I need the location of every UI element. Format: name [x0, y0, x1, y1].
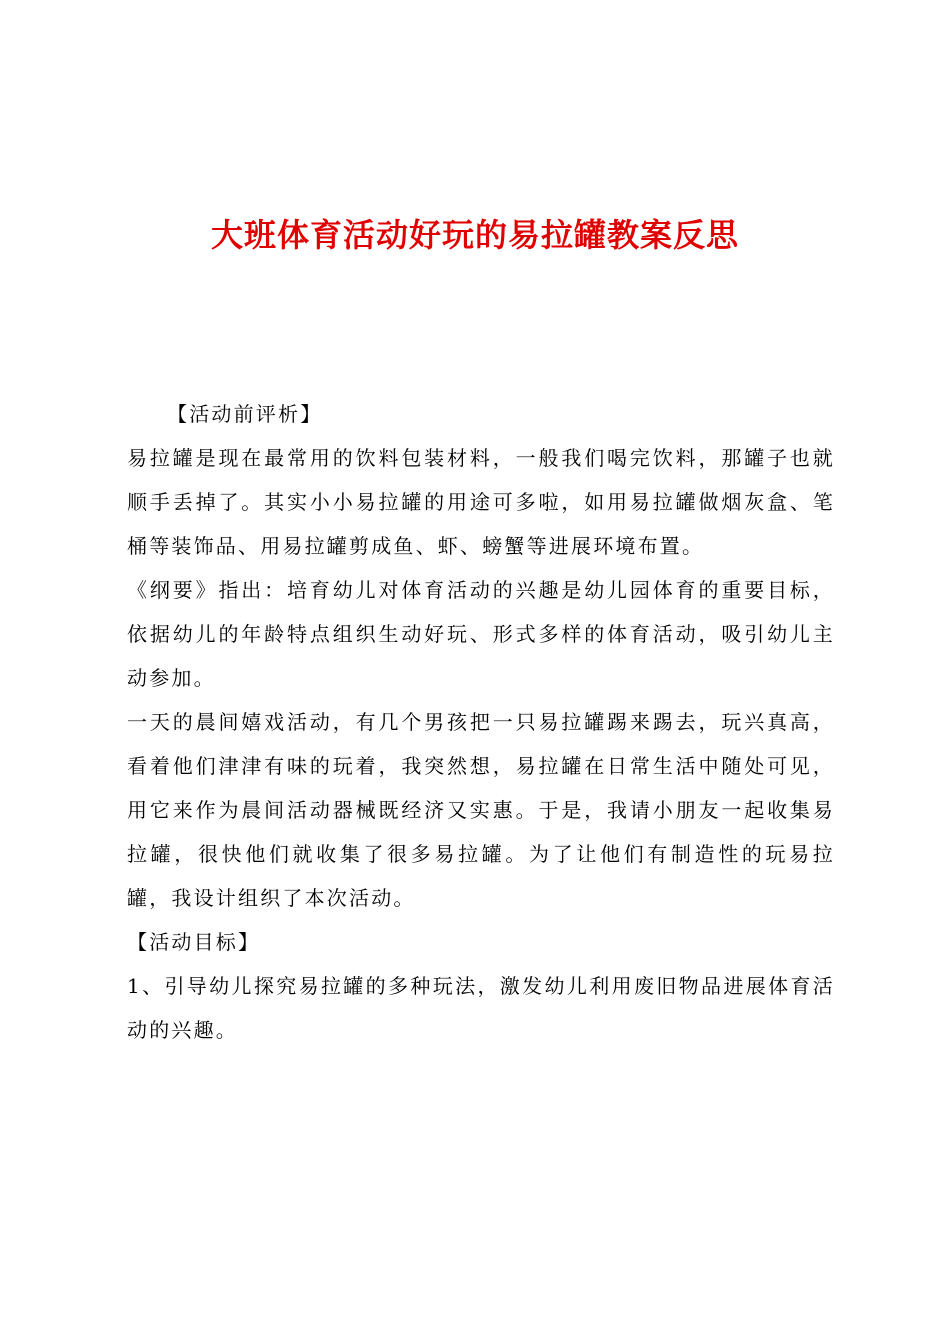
document-body	[127, 392, 835, 1052]
paragraph-can-uses: 易拉罐是现在最常用的饮料包装材料，一般我们喝完饮料，那罐子也就顺手丢掉了。其实小小易拉罐的用途可多啦，如用易拉罐做烟灰盒、笔桶等装饰品、用易拉罐剪成鱼、虾、螃蟹等进展环境布置。	[127, 446, 835, 558]
section-heading-goals: 【活动目标】	[127, 930, 261, 954]
paragraph-goal-1: 1、引导幼儿探究易拉罐的多种玩法，激发幼儿利用废旧物品进展体育活动的兴趣。	[127, 974, 835, 1042]
document-title: 大班体育活动好玩的易拉罐教案反思	[210, 216, 739, 254]
paragraph-guideline: 《纲要》指出：培育幼儿对体育活动的兴趣是幼儿园体育的重要目标，依据幼儿的年龄特点组织生动好玩、形式多样的体育活动，吸引幼儿主动参加。	[127, 578, 835, 690]
section-heading-pre-analysis: 【活动前评析】	[167, 402, 323, 426]
paragraph-morning-activity: 一天的晨间嬉戏活动，有几个男孩把一只易拉罐踢来踢去，玩兴真高，看着他们津津有味的玩着，我突然想，易拉罐在日常生活中随处可见，用它来作为晨间活动器械既经济又实惠。于是，我请小朋友一起收集易拉罐，很快他们就收集了很多易拉罐。为了让他们有制造性的玩易拉罐，我设计组织了本次活动。	[127, 710, 835, 910]
